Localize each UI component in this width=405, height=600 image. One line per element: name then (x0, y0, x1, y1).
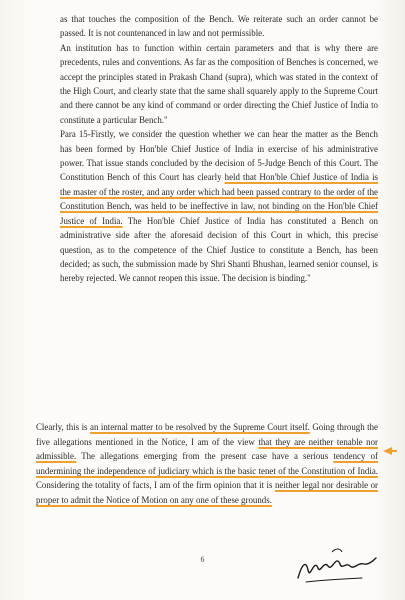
quoted-excerpt (60, 12, 378, 286)
quote-paragraph-3-text: The Hon'ble Chief Justice of India has constituted a Bench on administrative side after the aforesaid decision of this Court in which, this precise question, as to the competence of the Chief Justice to constitute a Bench, has been decided; as such, the submission made by Shri Shanti Bhushan, learned senior counsel, is hereby rejected. We cannot reopen this issue. The decision is binding." (60, 215, 378, 284)
quote-paragraph-3-text: Para 15-Firstly, we consider the question whether we can hear the matter as the Bench has been formed by Hon'ble Chief Justice of India in exercise of his administrative power. That issue stands concluded by the decision of 5-Judge Bench of this Court. The Constitution Bench of this Court has clearly (60, 129, 378, 183)
main-text-2: Going through the five allegations mentioned in the Notice, I am of the view (36, 422, 378, 447)
highlighted-phrase-3: tendency of undermining the independence of judiciary which is the basic tenet of the Constitution of India. (36, 451, 378, 476)
quote-paragraph-2 (60, 41, 378, 127)
quote-paragraph-3 (60, 127, 378, 285)
main-text-3: The allegations emerging from the present case have a serious (76, 451, 334, 462)
highlighted-roster-phrase: held that Hon'ble Chief Justice of India is the master of the roster, and any order which had been passed contrary to the order of the Constitution Bench, was held to be ineffective in law, not binding on the Hon'ble Chief Justice of India. (60, 172, 379, 226)
highlighted-phrase-1: an internal matter to be resolved by the Supreme Court itself. (90, 422, 310, 432)
page-number: 6 (200, 555, 205, 564)
marker-arrow-icon (383, 446, 397, 456)
main-text-1: Clearly, this is (36, 422, 90, 432)
quote-paragraph-2-text: An institution has to function within certain parameters and that is why there are precedents, rules and conventions. As far as the composition of Benches is concerned, we accept the principles stated in Prakash Chand (supra), which was stated in the context of the High Court, and clearly state that the same shall squarely apply to the Supreme Court and there cannot be any kind of command or order directing the Chief Justice of India to constitute a particular Bench." (60, 42, 378, 125)
main-text-4: Considering the totality of facts, I am of the firm opinion that it is (36, 480, 275, 491)
quote-paragraph-1-text: as that touches the composition of the Bench. We reiterate such an order cannot be passed. It is not countenanced in law and not permissible. (60, 14, 378, 39)
highlighted-phrase-2: that they are neither tenable nor admissible. (36, 436, 378, 462)
opinion-paragraph (36, 420, 378, 508)
quote-paragraph-1 (60, 12, 378, 41)
highlighted-phrase-4: neither legal nor desirable or proper to admit the Notice of Motion on any one of these grounds. (36, 480, 378, 505)
signature-icon (292, 540, 382, 588)
